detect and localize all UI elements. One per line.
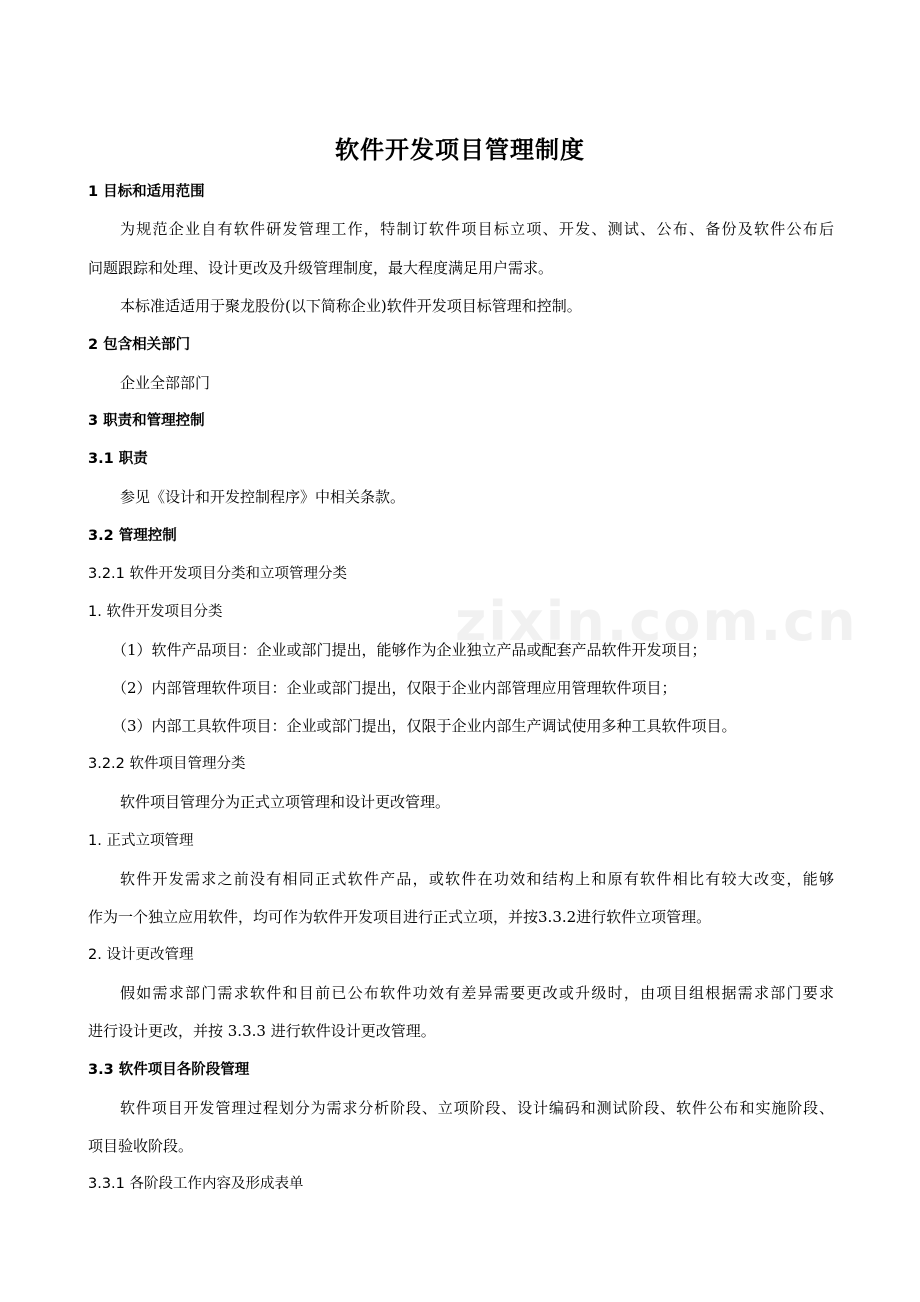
design-change-heading: 2. 设计更改管理 — [88, 947, 194, 963]
section-2-heading: 2 包含相关部门 — [88, 337, 191, 353]
project-category-item-3: （3）内部工具软件项目：企业或部门提出，仅限于企业内部生产调试使用多种工具软件项目。 — [112, 717, 737, 735]
section-3-1-heading: 3.1 职责 — [88, 451, 148, 467]
formal-project-line-2: 作为一个独立应用软件，均可作为软件开发项目进行正式立项，并按3.3.2进行软件立项管理。 — [88, 908, 712, 926]
section-3-3-paragraph-line-1: 软件项目开发管理过程划分为需求分析阶段、立项阶段、设计编码和测试阶段、软件公布和实施阶段、 — [120, 1099, 834, 1117]
section-1-paragraph-1-line-2: 问题跟踪和处理、设计更改及升级管理制度，最大程度满足用户需求。 — [88, 259, 554, 277]
section-3-2-2-heading: 3.2.2 软件项目管理分类 — [88, 756, 246, 772]
section-3-3-heading: 3.3 软件项目各阶段管理 — [88, 1062, 250, 1078]
section-3-2-heading: 3.2 管理控制 — [88, 528, 177, 544]
section-3-3-1-heading: 3.3.1 各阶段工作内容及形成表单 — [88, 1176, 304, 1192]
formal-project-line-1: 软件开发需求之前没有相同正式软件产品，或软件在功效和结构上和原有软件相比有较大改变，能够 — [120, 870, 834, 888]
design-change-line-2: 进行设计更改，并按 3.3.3 进行软件设计更改管理。 — [88, 1022, 436, 1040]
project-category-item-2: （2）内部管理软件项目：企业或部门提出，仅限于企业内部管理应用管理软件项目； — [112, 679, 677, 697]
section-1-paragraph-1-line-1: 为规范企业自有软件研发管理工作，特制订软件项目标立项、开发、测试、公布、备份及软件公布后 — [120, 220, 834, 238]
document-title: 软件开发项目管理制度 — [335, 136, 585, 164]
section-1-paragraph-2: 本标准适适用于聚龙股份(以下简称企业)软件开发项目标管理和控制。 — [120, 297, 582, 315]
project-category-item-1: （1）软件产品项目：企业或部门提出，能够作为企业独立产品或配套产品软件开发项目； — [112, 641, 707, 659]
section-2-paragraph-1: 企业全部部门 — [120, 374, 211, 392]
section-3-3-paragraph-line-2: 项目验收阶段。 — [88, 1137, 194, 1155]
design-change-line-1: 假如需求部门需求软件和目前已公布软件功效有差异需要更改或升级时，由项目组根据需求部门要求 — [120, 984, 834, 1002]
project-category-list-heading: 1. 软件开发项目分类 — [88, 604, 223, 620]
formal-project-heading: 1. 正式立项管理 — [88, 833, 194, 849]
section-3-heading: 3 职责和管理控制 — [88, 413, 205, 429]
section-3-2-2-paragraph: 软件项目管理分为正式立项管理和设计更改管理。 — [120, 793, 451, 811]
section-3-1-paragraph: 参见《设计和开发控制程序》中相关条款。 — [120, 488, 406, 506]
section-1-heading: 1 目标和适用范围 — [88, 184, 205, 200]
section-3-2-1-heading: 3.2.1 软件开发项目分类和立项管理分类 — [88, 566, 348, 582]
watermark: zixin.com.cn — [455, 590, 858, 653]
